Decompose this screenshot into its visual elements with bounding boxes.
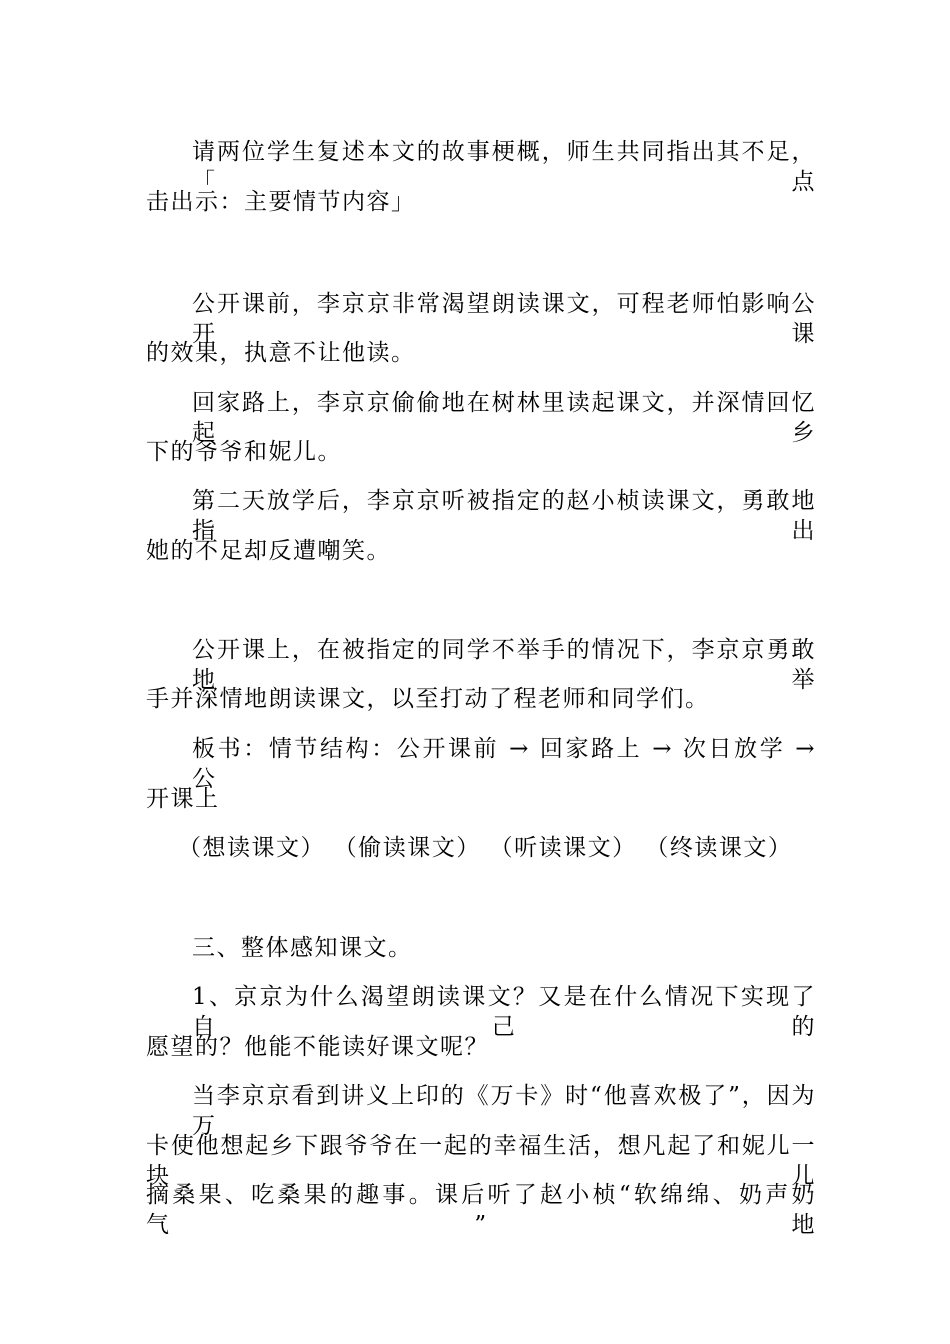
paragraph-3-line-2: 下的爷爷和妮儿。	[146, 439, 342, 465]
paragraph-2-line-2: 的效果，执意不让他读。	[146, 340, 416, 366]
paragraph-1-line-1: 请两位学生复述本文的故事梗概，师生共同指出其不足，「点	[192, 139, 816, 195]
paragraph-6-line-2: 开课上	[146, 786, 220, 812]
paragraph-2-line-1: 公开课前，李京京非常渴望朗读课文，可程老师怕影响公开课	[192, 291, 816, 347]
paragraph-10-line-1: 当李京京看到讲义上印的《万卡》时“他喜欢极了”，因为万	[192, 1083, 816, 1139]
question-1-line-1: 1、京京为什么渴望朗读课文？又是在什么情况下实现了自己的	[192, 984, 816, 1040]
paragraph-5-line-2: 手并深情地朗读课文，以至打动了程老师和同学们。	[146, 686, 710, 712]
paragraph-6-line-1: 板书：情节结构：公开课前 → 回家路上 → 次日放学 → 公	[192, 736, 816, 792]
paragraph-10-line-3: 摘桑果、吃桑果的趣事。课后听了赵小桢“软绵绵、奶声奶气”地	[146, 1182, 816, 1238]
paragraph-5-line-1: 公开课上，在被指定的同学不举手的情况下，李京京勇敢地举	[192, 637, 816, 693]
paragraph-10-line-2: 卡使他想起乡下跟爷爷在一起的幸福生活，想凡起了和妮儿一块儿	[146, 1133, 816, 1189]
paragraph-4-line-1: 第二天放学后，李京京听被指定的赵小桢读课文，勇敢地指出	[192, 488, 816, 544]
section-heading: 三、整体感知课文。	[192, 935, 413, 961]
paragraph-7-line-1: （想读课文） （偷读课文） （听读课文） （终读课文）	[178, 835, 793, 861]
paragraph-3-line-1: 回家路上，李京京偷偷地在树林里读起课文，并深情回忆起乡	[192, 390, 816, 446]
question-1-line-2: 愿望的？他能不能读好课文呢？	[146, 1034, 489, 1060]
paragraph-4-line-2: 她的不足却反遭嘲笑。	[146, 538, 391, 564]
paragraph-1-line-2: 击出示：主要情节内容」	[146, 189, 416, 215]
